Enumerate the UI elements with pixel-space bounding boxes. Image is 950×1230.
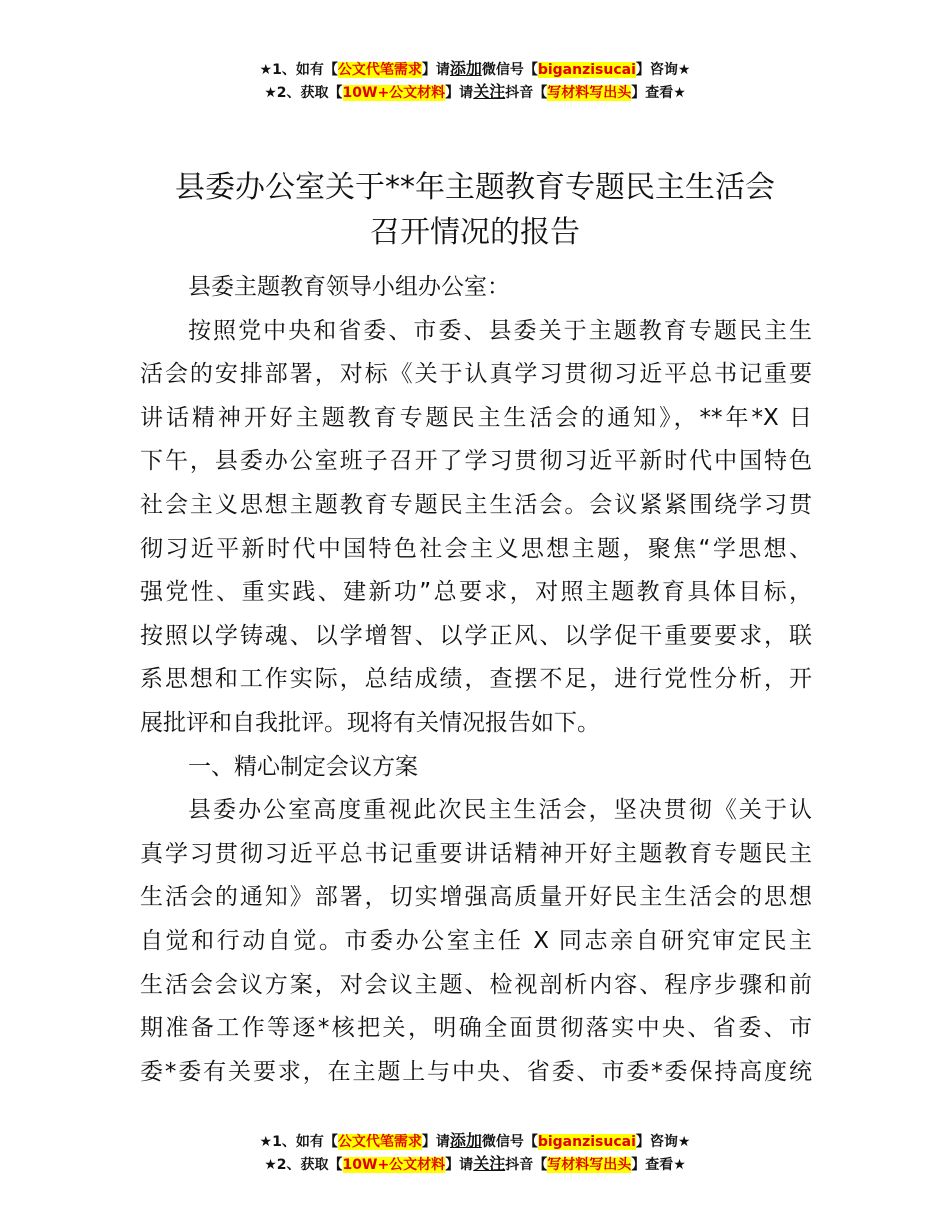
paragraph-line: 下午，县委办公室班子召开了学习贯彻习近平新时代中国特色 (140, 448, 812, 475)
paragraph-line: 讲话精神开好主题教育专题民主生活会的通知》，**年*X 日 (140, 404, 812, 431)
paragraph-line: 县委办公室高度重视此次民主生活会，坚决贯彻《关于认 (188, 797, 812, 824)
document-title (0, 165, 950, 255)
promo-line-2: ★2、获取【10W+公文材料】请关注抖音【写材料写出头】查看★ (264, 1154, 686, 1173)
paragraph-line: 真学习贯彻习近平总书记重要讲话精神开好主题教育专题民主 (140, 840, 812, 867)
paragraph-line: 按照以学铸魂、以学增智、以学正风、以学促干重要要求，联 (140, 622, 812, 649)
paragraph-line: 系思想和工作实际，总结成绩，查摆不足，进行党性分析，开 (140, 666, 812, 693)
paragraph-line: 按照党中央和省委、市委、县委关于主题教育专题民主生 (188, 317, 812, 344)
paragraph-1 (140, 310, 812, 746)
paragraph-line: 生活会会议方案，对会议主题、检视剖析内容、程序步骤和前 (140, 971, 812, 998)
paragraph-line: 彻习近平新时代中国特色社会主义思想主题，聚焦“学思想、 (140, 535, 812, 562)
paragraph-line: 活会的安排部署，对标《关于认真学习贯彻习近平总书记重要 (140, 361, 812, 388)
paragraph-line: 社会主义思想主题教育专题民主生活会。会议紧紧围绕学习贯 (140, 491, 812, 518)
promo-line-1: ★1、如有【公文代笔需求】请添加微信号【biganzisucai】咨询★ (259, 59, 691, 78)
paragraph-line: 强党性、重实践、建新功”总要求，对照主题教育具体目标， (140, 579, 812, 606)
salutation: 县委主题教育领导小组办公室： (188, 274, 510, 300)
header-promo (0, 58, 950, 104)
paragraph-line: 生活会的通知》部署，切实增强高质量开好民主生活会的思想 (140, 884, 812, 911)
promo-line-2: ★2、获取【10W+公文材料】请关注抖音【写材料写出头】查看★ (264, 82, 686, 101)
paragraph-line: 自觉和行动自觉。市委办公室主任 X 同志亲自研究审定民主 (140, 927, 812, 954)
footer-promo (0, 1130, 950, 1176)
paragraph-line: 展批评和自我批评。现将有关情况报告如下。 (140, 709, 600, 736)
section-heading: 一、精心制定会议方案 (188, 753, 418, 780)
paragraph-line: 期准备工作等逐*核把关，明确全面贯彻落实中央、省委、市 (140, 1015, 812, 1042)
document-body (140, 266, 812, 1094)
title-line-2: 召开情况的报告 (370, 215, 580, 250)
title-line-1: 县委办公室关于**年主题教育专题民主生活会 (175, 170, 775, 205)
paragraph-2 (140, 789, 812, 1094)
promo-line-1: ★1、如有【公文代笔需求】请添加微信号【biganzisucai】咨询★ (259, 1131, 691, 1150)
paragraph-line: 委*委有关要求，在主题上与中央、省委、市委*委保持高度统 (140, 1058, 812, 1085)
